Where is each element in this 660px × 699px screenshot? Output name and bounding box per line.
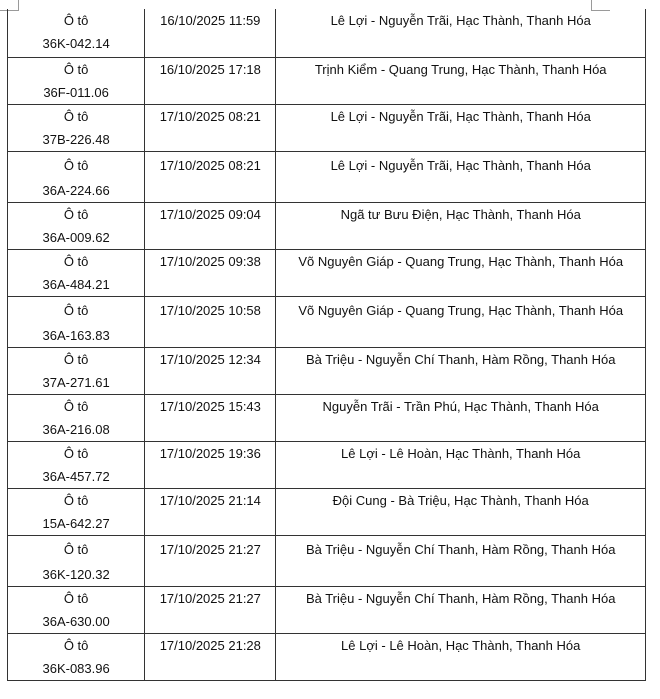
license-plate: 36A-484.21: [42, 277, 110, 292]
license-plate: 37B-226.48: [42, 132, 110, 147]
time-cell: [145, 105, 276, 152]
place-cell: [276, 9, 646, 58]
time-cell: [145, 348, 276, 395]
place-cell: [276, 536, 646, 587]
table-row: [8, 297, 646, 348]
license-plate: 15A-642.27: [42, 516, 110, 531]
vehicle-type: Ô tô: [63, 207, 89, 222]
license-plate: 37A-271.61: [42, 375, 110, 390]
violation-time: 17/10/2025 10:58: [159, 303, 261, 318]
table-row: [8, 9, 646, 58]
table-row: [8, 587, 646, 634]
time-cell: [145, 297, 276, 348]
vehicle-cell: [8, 203, 145, 250]
violation-place: Ngã tư Bưu Điện, Hạc Thành, Thanh Hóa: [340, 207, 581, 222]
table-row: [8, 105, 646, 152]
violation-place: Đội Cung - Bà Triệu, Hạc Thành, Thanh Hóa: [332, 493, 589, 508]
time-cell: [145, 58, 276, 105]
violation-time: 17/10/2025 12:34: [159, 352, 261, 367]
table-row: [8, 395, 646, 442]
license-plate: 36A-224.66: [42, 183, 110, 198]
place-cell: [276, 203, 646, 250]
vehicle-type: Ô tô: [63, 591, 89, 606]
time-cell: [145, 203, 276, 250]
license-plate: 36A-630.00: [42, 614, 110, 629]
violation-time: 17/10/2025 09:38: [159, 254, 261, 269]
violation-time: 17/10/2025 08:21: [159, 109, 261, 124]
license-plate: 36K-120.32: [42, 567, 110, 582]
violation-time: 17/10/2025 21:27: [159, 591, 261, 606]
time-cell: [145, 536, 276, 587]
violation-place: Lê Lợi - Lê Hoàn, Hạc Thành, Thanh Hóa: [341, 446, 581, 461]
vehicle-type: Ô tô: [63, 303, 89, 318]
license-plate: 36A-163.83: [42, 328, 110, 343]
vehicle-cell: [8, 9, 145, 58]
violation-place: Nguyễn Trãi - Trần Phú, Hạc Thành, Thanh Hóa: [322, 399, 599, 414]
place-cell: [276, 105, 646, 152]
vehicle-cell: [8, 297, 145, 348]
time-cell: [145, 250, 276, 297]
vehicle-cell: [8, 442, 145, 489]
vehicle-cell: [8, 536, 145, 587]
violation-place: Võ Nguyên Giáp - Quang Trung, Hạc Thành, Thanh Hóa: [298, 303, 624, 318]
time-cell: [145, 152, 276, 203]
vehicle-cell: [8, 58, 145, 105]
vehicle-type: Ô tô: [63, 638, 89, 653]
time-cell: [145, 395, 276, 442]
violation-place: Lê Lợi - Nguyễn Trãi, Hạc Thành, Thanh Hóa: [330, 109, 591, 124]
vehicle-type: Ô tô: [63, 493, 89, 508]
time-cell: [145, 489, 276, 536]
table-row: [8, 536, 646, 587]
table-row: [8, 152, 646, 203]
license-plate: 36A-457.72: [42, 469, 110, 484]
violation-time: 16/10/2025 11:59: [160, 13, 261, 28]
table-row: [8, 634, 646, 681]
time-cell: [145, 587, 276, 634]
violation-time: 17/10/2025 09:04: [159, 207, 261, 222]
place-cell: [276, 58, 646, 105]
violation-time: 17/10/2025 21:14: [159, 493, 261, 508]
vehicle-cell: [8, 634, 145, 681]
place-cell: [276, 587, 646, 634]
place-cell: [276, 152, 646, 203]
violation-table: [7, 9, 646, 681]
vehicle-type: Ô tô: [63, 13, 89, 28]
license-plate: 36F-011.06: [43, 85, 109, 100]
time-cell: [145, 634, 276, 681]
license-plate: 36A-009.62: [42, 230, 110, 245]
table-row: [8, 442, 646, 489]
vehicle-cell: [8, 250, 145, 297]
table-row: [8, 348, 646, 395]
violation-place: Lê Lợi - Nguyễn Trãi, Hạc Thành, Thanh Hóa: [330, 13, 591, 28]
vehicle-cell: [8, 152, 145, 203]
place-cell: [276, 250, 646, 297]
time-cell: [145, 9, 276, 58]
violation-place: Bà Triệu - Nguyễn Chí Thanh, Hàm Rồng, Thanh Hóa: [305, 591, 616, 606]
license-plate: 36A-216.08: [42, 422, 110, 437]
vehicle-type: Ô tô: [63, 254, 89, 269]
violation-time: 17/10/2025 15:43: [159, 399, 261, 414]
table-row: [8, 489, 646, 536]
table-row: [8, 58, 646, 105]
violation-time: 17/10/2025 19:36: [159, 446, 261, 461]
violation-place: Bà Triệu - Nguyễn Chí Thanh, Hàm Rồng, Thanh Hóa: [305, 542, 616, 557]
place-cell: [276, 634, 646, 681]
place-cell: [276, 489, 646, 536]
vehicle-cell: [8, 489, 145, 536]
table-row: [8, 250, 646, 297]
place-cell: [276, 442, 646, 489]
vehicle-type: Ô tô: [63, 399, 89, 414]
violation-time: 17/10/2025 21:28: [159, 638, 261, 653]
vehicle-type: Ô tô: [63, 158, 89, 173]
place-cell: [276, 297, 646, 348]
place-cell: [276, 348, 646, 395]
place-cell: [276, 395, 646, 442]
vehicle-cell: [8, 348, 145, 395]
vehicle-cell: [8, 395, 145, 442]
vehicle-cell: [8, 105, 145, 152]
license-plate: 36K-083.96: [42, 661, 110, 676]
violation-place: Lê Lợi - Nguyễn Trãi, Hạc Thành, Thanh Hóa: [330, 158, 591, 173]
vehicle-type: Ô tô: [63, 446, 89, 461]
violation-time: 16/10/2025 17:18: [159, 62, 261, 77]
vehicle-type: Ô tô: [63, 109, 89, 124]
time-cell: [145, 442, 276, 489]
vehicle-cell: [8, 587, 145, 634]
violation-time: 17/10/2025 21:27: [159, 542, 261, 557]
violation-place: Lê Lợi - Lê Hoàn, Hạc Thành, Thanh Hóa: [341, 638, 581, 653]
violation-place: Võ Nguyên Giáp - Quang Trung, Hạc Thành, Thanh Hóa: [298, 254, 624, 269]
violation-place: Bà Triệu - Nguyễn Chí Thanh, Hàm Rồng, Thanh Hóa: [305, 352, 616, 367]
table-row: [8, 203, 646, 250]
vehicle-type: Ô tô: [63, 352, 89, 367]
violation-place: Trịnh Kiểm - Quang Trung, Hạc Thành, Thanh Hóa: [314, 62, 607, 77]
license-plate: 36K-042.14: [42, 36, 110, 51]
vehicle-type: Ô tô: [63, 62, 89, 77]
violation-time: 17/10/2025 08:21: [159, 158, 261, 173]
vehicle-type: Ô tô: [63, 542, 89, 557]
